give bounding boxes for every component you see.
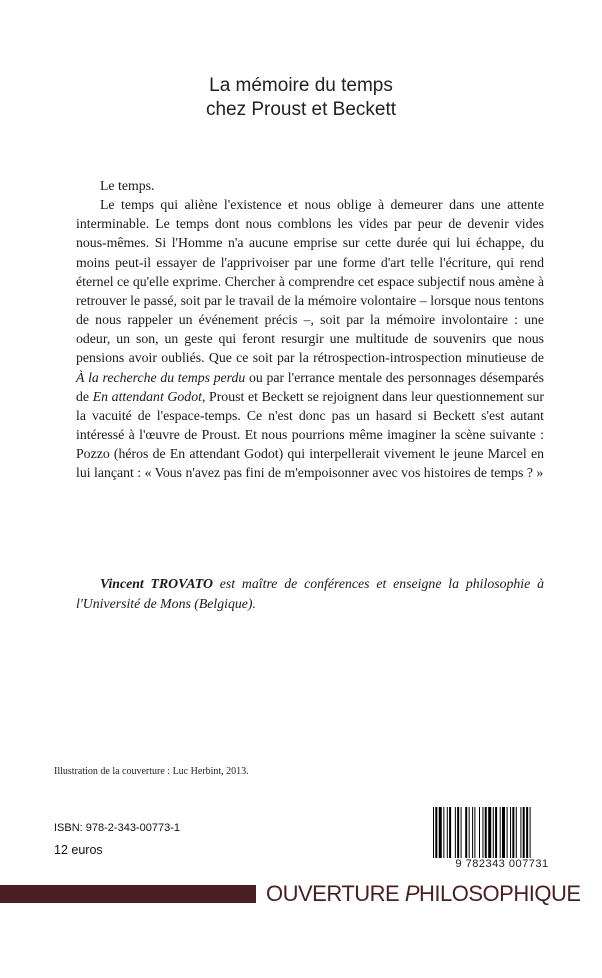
barcode-bars (427, 807, 577, 859)
summary-text (76, 176, 544, 483)
book-title (0, 74, 602, 122)
work-title-proust: À la recherche du temps perdu (76, 369, 246, 385)
cover-credit: Illustration de la couverture : Luc Herbint, 2013. (54, 766, 249, 777)
title-line-1: La mémoire du temps (209, 75, 393, 96)
barcode-bar (433, 807, 434, 859)
author-bio (76, 574, 544, 613)
barcode-bar (447, 807, 448, 859)
collection-name-initial: P (404, 881, 420, 906)
collection-name (266, 881, 581, 907)
summary-paragraph-1: Le temps. (100, 178, 155, 193)
title-line-2: chez Proust et Beckett (205, 99, 397, 120)
barcode-bar (507, 807, 508, 859)
barcode-bar (495, 807, 497, 859)
barcode-bar (526, 807, 528, 859)
barcode-bar (500, 807, 501, 859)
barcode-bar (482, 807, 483, 859)
barcode-bar (469, 807, 470, 859)
author-bio-text: est maître de conférences et enseigne la philosophie à l'Université de Mons (Belgique). (76, 576, 544, 611)
barcode-bar (485, 807, 487, 859)
barcode-digits: 9 782343 007731 (427, 858, 577, 870)
barcode-bar (523, 807, 525, 859)
barcode-bar (457, 807, 459, 859)
barcode-bar (461, 807, 462, 859)
barcode-bar (455, 807, 456, 859)
barcode-bar (465, 807, 467, 859)
barcode-bar (510, 807, 511, 859)
author-name: Vincent TROVATO (100, 576, 213, 591)
barcode-bar (488, 807, 491, 859)
barcode-bar (512, 807, 514, 859)
barcode-bar (472, 807, 473, 859)
barcode-bar (474, 807, 475, 859)
barcode-bar (479, 807, 480, 859)
barcode-bar (493, 807, 494, 859)
barcode-bar (439, 807, 442, 859)
barcode-bar (449, 807, 451, 859)
isbn: ISBN: 978-2-343-00773-1 (54, 822, 180, 834)
summary-text-part: Le temps qui aliène l'existence et nous oblige à demeurer dans une attente interminable. Le temps dont nous comblons les vides par peur de devenir vides nous-mêmes. Si l'Homme n'a aucune emprise sur cette durée qui lui échappe, du moins peut-il essayer de l'apprivoiser par une forme d'art telle l'écriture, qui rend éternel ce qu'elle exprime. Chercher à comprendre cet espace subjectif nous amène à retrouver le passé, soit par le travail de la mémoire volontaire – lorsque nous tentons de nous rappeler un événement précis –, soit par la mémoire involontaire : une odeur, un son, un geste qui feront resurgir une multitude de souvenirs que nous pensions avoir oubliés. Que ce soit par la rétrospection-introspection minutieuse de (76, 197, 544, 366)
work-title-beckett: En attendant Godot (92, 388, 202, 404)
summary-paragraph-2 (76, 195, 544, 482)
barcode-bar (530, 807, 531, 859)
collection-name-part: HILOSOPHIQUE (419, 881, 581, 906)
price: 12 euros (54, 843, 103, 857)
barcode-bar (502, 807, 505, 859)
barcode-bar (520, 807, 521, 859)
barcode-bar (516, 807, 517, 859)
barcode-bar (435, 807, 437, 859)
summary-text-part: , Proust et Beckett se rejoignent dans leur questionnement sur la vacuité de l'espace-temps. Ce n'est donc pas un hasard si Beckett s'est autant intéressé à l'œuvre de Proust. Et nous pourrions même imaginer la scène suivante : Pozzo (héros de En attendant Godot) qui interpellerait vivement le jeune Marcel en lui lançant : « Vous n'avez pas fini de m'empoisonner avec vos histoires de temps ? » (76, 388, 545, 481)
collection-bar (0, 885, 256, 903)
collection-name-part: OUVERTURE (266, 881, 405, 906)
barcode-bar (443, 807, 444, 859)
summary-text-part: ou par l'errance mentale des personnages désemparés de (76, 369, 545, 404)
